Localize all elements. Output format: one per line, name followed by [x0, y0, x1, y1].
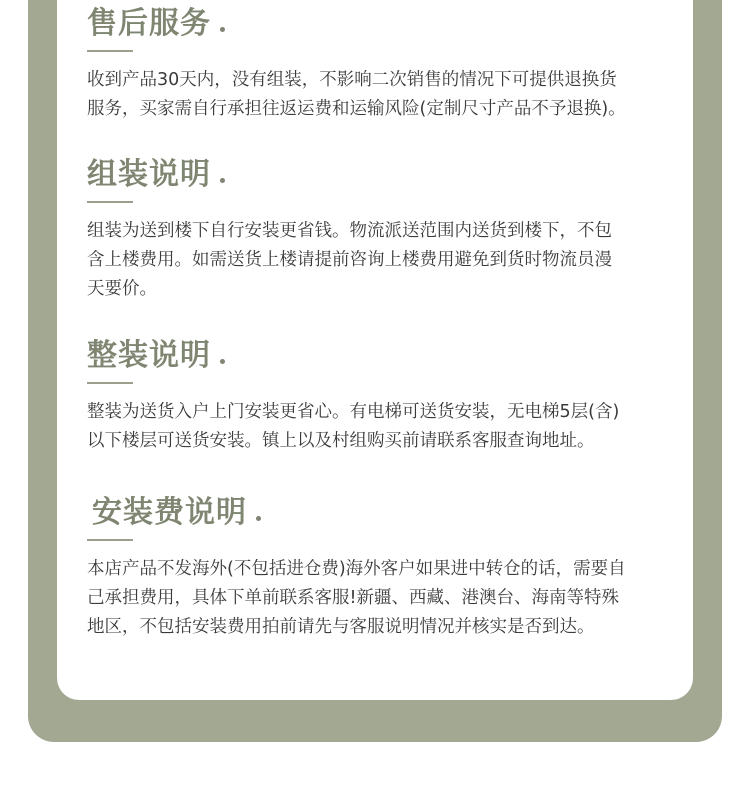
body-line: 整装为送货入户上门安装更省心。有电梯可送货安装，无电梯5层(含): [87, 402, 620, 422]
section-install-fee-content: [87, 533, 677, 642]
body-line: 以下楼层可送货安装。镇上以及村组购买前请联系客服查询地址。: [87, 431, 595, 451]
title-underline: [87, 382, 133, 384]
title-underline: [87, 201, 133, 203]
section-body: [87, 217, 677, 304]
title-dot: [220, 178, 225, 183]
body-line: 组装为送到楼下自行安装更省钱。物流派送范围内送货到楼下，不包: [87, 221, 612, 241]
section-body: [87, 398, 677, 456]
body-line: 收到产品30天内，没有组装，不影响二次销售的情况下可提供退换货: [87, 70, 617, 90]
section-full-install: [87, 336, 677, 456]
title-underline: [87, 539, 133, 541]
body-line: 地区，不包括安装费用拍前请先与客服说明情况并核实是否到达。: [87, 617, 595, 637]
section-title: [87, 155, 677, 195]
section-body: [87, 66, 677, 124]
section-title: [92, 493, 682, 533]
section-title-text: 安装费说明: [92, 495, 247, 530]
section-assembly: [87, 155, 677, 304]
section-after-sales: [87, 4, 677, 124]
body-line: 天要价。: [87, 279, 157, 299]
title-dot: [220, 359, 225, 364]
section-title-text: 组装说明: [87, 157, 211, 192]
title-underline: [87, 50, 133, 52]
title-dot: [256, 516, 261, 521]
section-title-text: 整装说明: [87, 338, 211, 373]
body-line: 己承担费用，具体下单前联系客服!新疆、西藏、港澳台、海南等特殊: [87, 588, 620, 608]
body-line: 含上楼费用。如需送货上楼请提前咨询上楼费用避免到货时物流员漫: [87, 250, 612, 270]
body-line: 服务，买家需自行承担往返运费和运输风险(定制尺寸产品不予退换)。: [87, 99, 626, 119]
title-dot: [220, 27, 225, 32]
section-title: [87, 336, 677, 376]
body-line: 本店产品不发海外(不包括进仓费)海外客户如果进中转仓的话，需要自: [87, 559, 626, 579]
section-body: [87, 555, 677, 642]
section-title-text: 售后服务: [87, 6, 211, 41]
section-install-fee: [92, 493, 682, 533]
section-title: [87, 4, 677, 44]
